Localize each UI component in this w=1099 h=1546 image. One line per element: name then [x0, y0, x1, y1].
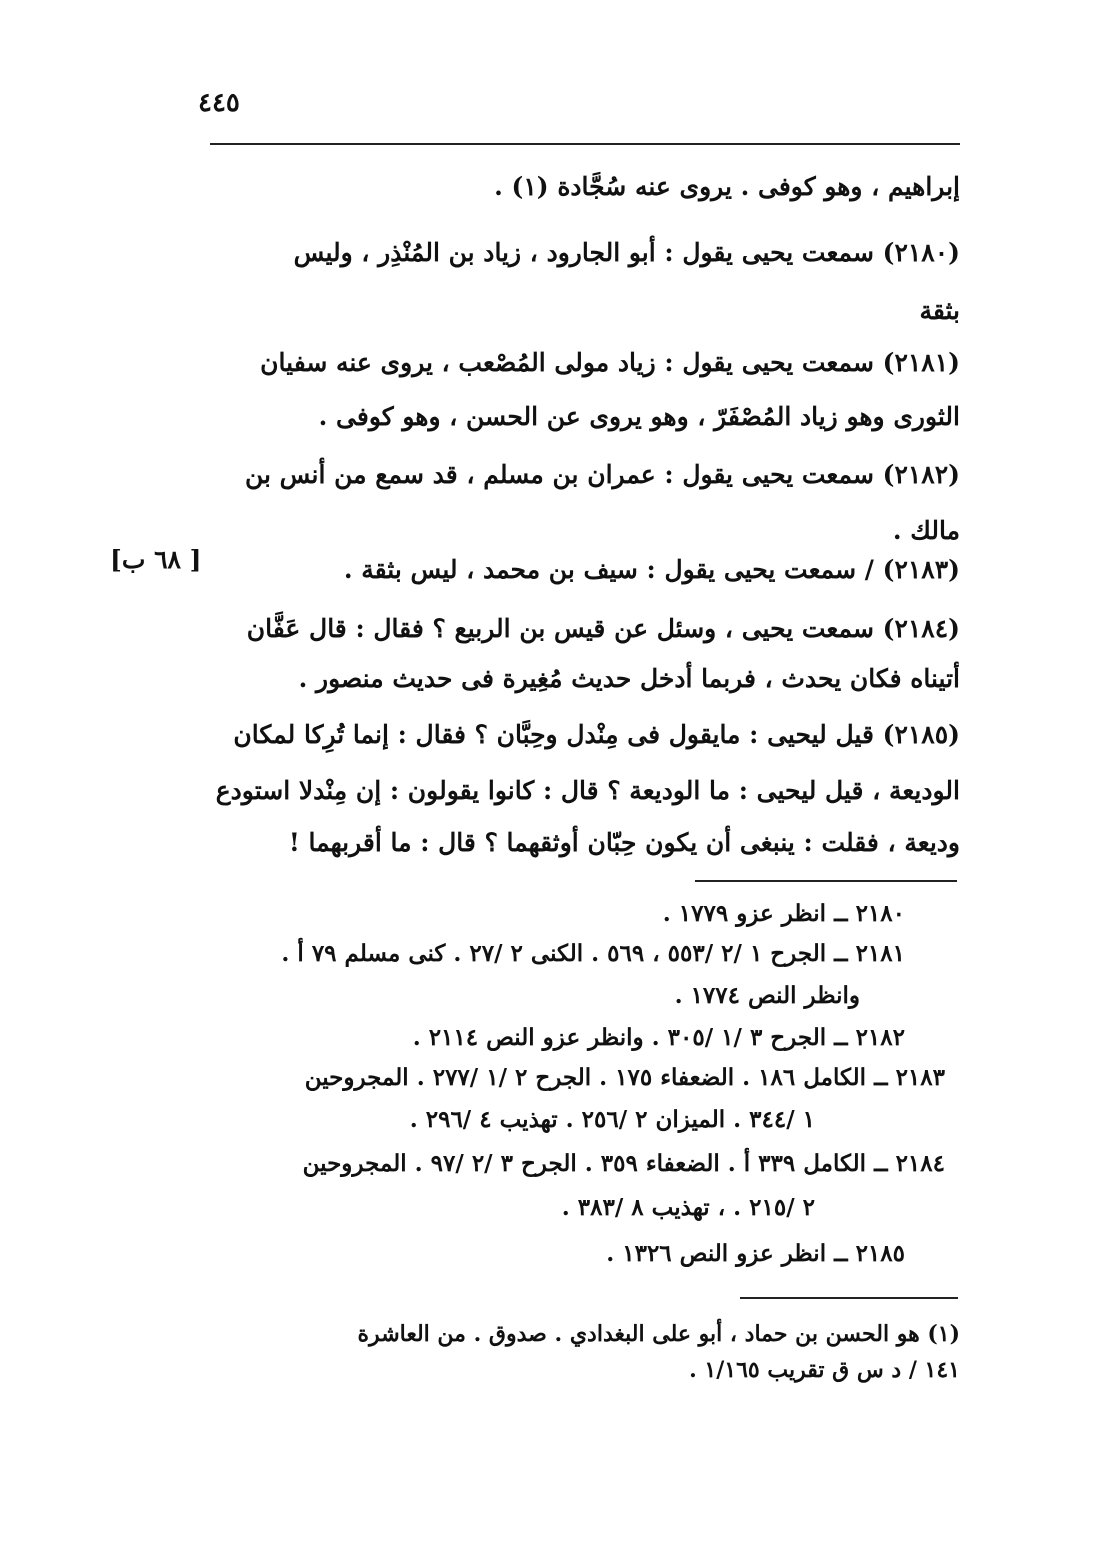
- header-rule: [210, 143, 960, 145]
- note-2180: ٢١٨٠ ــ انظر عزو ١٧٧٩ .: [662, 900, 905, 927]
- note-2184: ٢١٨٤ ــ الكامل ٣٣٩ أ . الضعفاء ٣٥٩ . الجرح ٣ /٢ /٩٧ . المجروحين: [302, 1150, 945, 1177]
- note-2181: ٢١٨١ ــ الجرح ١ /٢ /٥٥٣ ، ٥٦٩ . الكنى ٢ /٢٧ . كنى مسلم ٧٩ أ .: [281, 940, 905, 967]
- note-2183: ٢١٨٣ ــ الكامل ١٨٦ . الضعفاء ١٧٥ . الجرح ٢ /١ /٢٧٧ . المجروحين: [304, 1064, 945, 1091]
- notes-rule: [695, 880, 957, 882]
- note-line: ٢ /٢١٥ . ، تهذيب ٨ /٣٨٣ .: [561, 1194, 815, 1221]
- entry-2182: (٢١٨٢) سمعت يحيى يقول : عمران بن مسلم ، قد سمع من أنس بن: [244, 460, 960, 489]
- text-line: بثقة: [919, 296, 960, 325]
- entry-2185: (٢١٨٥) قيل ليحيى : مايقول فى مِنْدل وحِبَّان ؟ فقال : إنما تُرِكا لمكان: [233, 720, 960, 749]
- text-line: إبراهيم ، وهو كوفى . يروى عنه سُجَّادة (١) .: [494, 172, 960, 201]
- entry-2183: (٢١٨٣) / سمعت يحيى يقول : سيف بن محمد ، ليس بثقة .: [343, 555, 960, 584]
- text-line: أتيناه فكان يحدث ، فربما أدخل حديث مُغِيرة فى حديث منصور .: [298, 664, 960, 693]
- entry-2181: (٢١٨١) سمعت يحيى يقول : زياد مولى المُصْعب ، يروى عنه سفيان: [260, 348, 960, 377]
- note-line: ١ /٣٤٤ . الميزان ٢ /٢٥٦ . تهذيب ٤ /٢٩٦ .: [409, 1106, 815, 1133]
- text-line: وديعة ، فقلت : ينبغى أن يكون حِبّان أوثقهما ؟ قال : ما أقربهما !: [288, 828, 960, 857]
- note-2185: ٢١٨٥ ــ انظر عزو النص ١٣٢٦ .: [606, 1240, 905, 1267]
- note-line: وانظر النص ١٧٧٤ .: [674, 982, 860, 1009]
- note-2182: ٢١٨٢ ــ الجرح ٣ /١ /٣٠٥ . وانظر عزو النص ٢١١٤ .: [412, 1024, 905, 1051]
- entry-2184: (٢١٨٤) سمعت يحيى ، وسئل عن قيس بن الربيع ؟ فقال : قال عَفَّان: [246, 614, 960, 643]
- margin-folio-note: [ ٦٨ ب]: [110, 545, 202, 574]
- text-line: مالك .: [892, 516, 960, 545]
- text-line: الثورى وهو زياد المُصْفَرّ ، وهو يروى عن الحسن ، وهو كوفى .: [318, 402, 960, 431]
- footnote-rule: [740, 1297, 958, 1299]
- text-line: الوديعة ، قيل ليحيى : ما الوديعة ؟ قال : كانوا يقولون : إن مِنْدلا استودع: [215, 776, 960, 805]
- footnote-line: (١) هو الحسن بن حماد ، أبو على البغدادي . صدوق . من العاشرة: [357, 1321, 960, 1347]
- entry-2180: (٢١٨٠) سمعت يحيى يقول : أبو الجارود ، زياد بن المُنْذِر ، وليس: [293, 238, 960, 267]
- page-number: ٤٤٥: [198, 88, 240, 118]
- footnote-line: ١٤١ / د س ق تقريب ١/١٦٥ .: [689, 1357, 960, 1383]
